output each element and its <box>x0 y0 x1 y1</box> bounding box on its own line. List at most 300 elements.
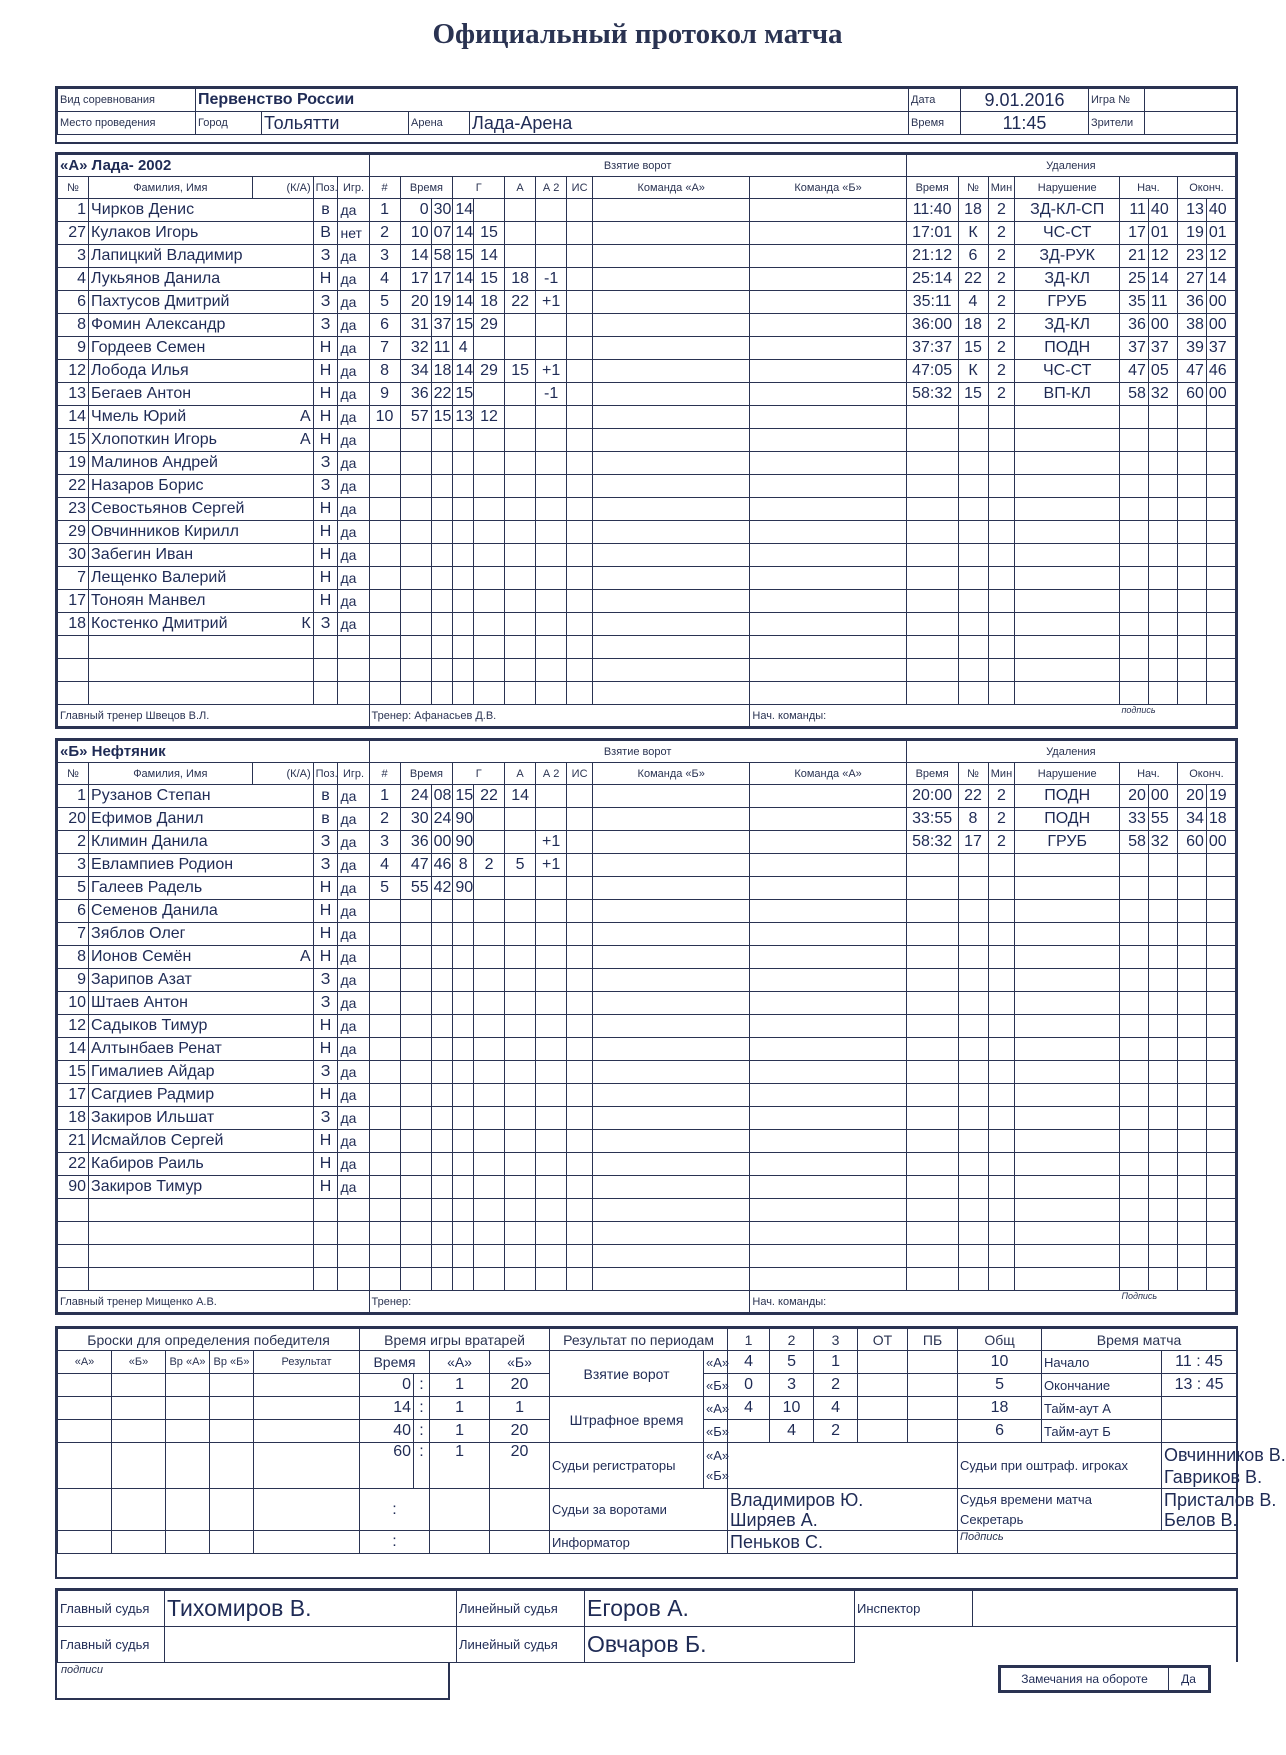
pen-end-sec: 37 <box>1206 337 1235 360</box>
pen-player: 15 <box>958 337 988 360</box>
pen-start-sec: 37 <box>1148 337 1177 360</box>
pen-sec: 40 <box>933 201 952 218</box>
player-number: 9 <box>58 337 89 360</box>
player-role <box>252 498 313 521</box>
pen-min: 20 <box>912 787 930 804</box>
timekeeper-label: Судья времени матча <box>960 1491 1092 1507</box>
player-pos: Н <box>313 900 338 923</box>
goal-judges-label: Судьи за воротами <box>550 1489 728 1531</box>
goal-min: 55 <box>400 877 431 900</box>
so-b: «Б» <box>112 1351 166 1374</box>
game-label: Игра № <box>1089 89 1145 112</box>
goal-is <box>536 808 567 831</box>
pen-end-sec: 00 <box>1206 831 1235 854</box>
player-name: Штаев Антон <box>89 992 253 1015</box>
pen-violation: ЧС-СТ <box>1015 222 1120 245</box>
col-team-right: Команда «Б» <box>750 177 906 199</box>
goal-assist-2: 5 <box>505 854 536 877</box>
goal-min: 34 <box>400 360 431 383</box>
goal-assist-1: 15 <box>474 268 505 291</box>
col-pen-start: Нач. <box>1119 763 1177 785</box>
pen-end-min: 23 <box>1177 245 1206 268</box>
player-pos: В <box>313 222 338 245</box>
pen-end-sec: 00 <box>1206 314 1235 337</box>
head-coach: Главный тренер Швецов В.Л. <box>58 705 370 727</box>
pen-player: 17 <box>958 831 988 854</box>
goal-scorer: 14 <box>453 222 474 245</box>
player-role <box>252 199 313 222</box>
pen-start-sec: 32 <box>1148 383 1177 406</box>
line-ref-label-2: Линейный судья <box>457 1627 585 1663</box>
player-role <box>252 337 313 360</box>
gk-title: Время игры вратарей <box>360 1329 550 1351</box>
goal-scorer: 4 <box>453 337 474 360</box>
player-number: 6 <box>58 900 89 923</box>
pen-start-min: 37 <box>1119 337 1148 360</box>
goal-is: +1 <box>536 360 567 383</box>
goal-is <box>536 199 567 222</box>
player-name: Закиров Тимур <box>89 1176 253 1199</box>
player-number: 15 <box>58 429 89 452</box>
pen-player: К <box>958 222 988 245</box>
so-a: «А» <box>58 1351 112 1374</box>
start-m: 45 <box>1205 1353 1223 1370</box>
gk-row-1-min: 0 <box>360 1374 414 1397</box>
shootout-title: Броски для определения победителя <box>58 1329 360 1351</box>
pen-min: 58 <box>912 385 930 402</box>
comp-label: Вид соревнования <box>58 89 196 112</box>
pen-minutes: 2 <box>988 383 1015 406</box>
pen-player: 18 <box>958 314 988 337</box>
pen-min: 25 <box>912 270 930 287</box>
player-role <box>252 831 313 854</box>
pen-violation: ЗД-КЛ-СП <box>1015 199 1120 222</box>
pen-player: 8 <box>958 808 988 831</box>
player-name: Лукьянов Данила <box>89 268 253 291</box>
player-name: Ефимов Данил <box>89 808 253 831</box>
goal-no: 7 <box>369 337 400 360</box>
goal-sec: 08 <box>431 785 453 808</box>
goal-assist-2 <box>505 831 536 854</box>
player-role <box>252 1038 313 1061</box>
pen-violation: ЗД-КЛ <box>1015 268 1120 291</box>
goal-no: 5 <box>369 291 400 314</box>
pen-violation: ПОДН <box>1015 785 1120 808</box>
goal-sec: 30 <box>431 199 453 222</box>
coach: Тренер: Афанасьев Д.В. <box>369 705 750 727</box>
goal-min: 36 <box>400 383 431 406</box>
goals-b-p1: 0 <box>728 1374 770 1397</box>
goal-judge-2: Ширяев А. <box>730 1509 818 1530</box>
player-name: Климин Данила <box>89 831 253 854</box>
player-pos: Н <box>313 498 338 521</box>
pen-min: 47 <box>912 362 930 379</box>
pen-end-min: 60 <box>1177 831 1206 854</box>
gk-row-2-a: 1 <box>430 1397 490 1420</box>
col-pen-min: Мин <box>988 177 1015 199</box>
pen-min: 58 <box>912 833 930 850</box>
pen-start-min: 58 <box>1119 383 1148 406</box>
col-pen-no: № <box>958 763 988 785</box>
goals-row-label: Взятие ворот <box>550 1351 704 1397</box>
goal-sec: 18 <box>431 360 453 383</box>
player-number: 14 <box>58 1038 89 1061</box>
player-played: да <box>338 291 369 314</box>
goal-assist-1: 15 <box>474 222 505 245</box>
goal-scorer: 90 <box>453 808 474 831</box>
goal-assist-1: 29 <box>474 314 505 337</box>
player-played: да <box>338 429 369 452</box>
player-role <box>252 1176 313 1199</box>
pen-end-min: 19 <box>1177 222 1206 245</box>
main-ref-label: Главный судья <box>58 1591 165 1627</box>
pen-sec: 00 <box>934 316 953 333</box>
player-name: Алтынбаев Ренат <box>89 1038 253 1061</box>
player-name: Хлопоткин Игорь <box>89 429 253 452</box>
timekeeper: Присталов В. <box>1164 1489 1277 1510</box>
player-role <box>252 291 313 314</box>
gk-row-4-min: 60 <box>360 1443 414 1489</box>
pen-min: 36 <box>912 316 930 333</box>
player-name: Закиров Ильшат <box>89 1107 253 1130</box>
player-pos: Н <box>313 590 338 613</box>
player-pos: в <box>313 199 338 222</box>
main-ref-1: Тихомиров В. <box>165 1591 457 1627</box>
player-name: Евлампиев Родион <box>89 854 253 877</box>
player-number: 3 <box>58 854 89 877</box>
goal-min: 31 <box>400 314 431 337</box>
col-pen-min: Мин <box>988 763 1015 785</box>
secretary-label: Секретарь <box>960 1511 1024 1527</box>
goal-sec: 42 <box>431 877 453 900</box>
penalty-judge-1: Овчинников В. <box>1164 1444 1286 1465</box>
head-coach: Главный тренер Мищенко А.В. <box>58 1291 370 1313</box>
pen-end-min: 39 <box>1177 337 1206 360</box>
p2-label: 2 <box>770 1329 814 1351</box>
player-number: 8 <box>58 946 89 969</box>
gk-b-label: «Б» <box>490 1351 550 1374</box>
goal-assist-2: 14 <box>505 785 536 808</box>
player-role <box>252 808 313 831</box>
player-number: 1 <box>58 199 89 222</box>
col-a: А <box>505 763 536 785</box>
periods-title: Результат по периодам <box>550 1329 728 1351</box>
match-time-title: Время матча <box>1042 1329 1237 1351</box>
pen-min: 21 <box>912 247 930 264</box>
goal-is <box>536 245 567 268</box>
goal-sec: 15 <box>431 406 453 429</box>
player-played: да <box>338 1015 369 1038</box>
goal-is <box>536 406 567 429</box>
pen-minutes: 2 <box>988 222 1015 245</box>
player-number: 12 <box>58 1015 89 1038</box>
ot-label: ОТ <box>858 1329 908 1351</box>
goal-assist-1 <box>474 199 505 222</box>
player-role <box>252 1061 313 1084</box>
player-played: да <box>338 406 369 429</box>
player-played: да <box>338 1038 369 1061</box>
pen-sec: 05 <box>934 362 953 379</box>
player-played: нет <box>338 222 369 245</box>
player-pos: Н <box>313 1015 338 1038</box>
signatures-box <box>55 1662 450 1700</box>
player-pos: Н <box>313 946 338 969</box>
goal-is <box>536 785 567 808</box>
goals-b-label: «Б» <box>704 1374 728 1397</box>
player-played: да <box>338 498 369 521</box>
gk-row-2-min: 14 <box>360 1397 414 1420</box>
player-played: да <box>338 785 369 808</box>
goals-b-p2: 3 <box>770 1374 814 1397</box>
signature-label: Подпись <box>1119 1291 1235 1313</box>
goal-assist-2 <box>505 877 536 900</box>
player-played: да <box>338 268 369 291</box>
pen-min: 35 <box>912 293 931 310</box>
pen-minutes: 2 <box>988 314 1015 337</box>
city: Тольятти <box>262 112 409 135</box>
player-name: Галеев Радель <box>89 877 253 900</box>
penalty-judge-2: Гавриков В. <box>1164 1466 1263 1487</box>
pen-start-sec: 14 <box>1148 268 1177 291</box>
player-number: 2 <box>58 831 89 854</box>
col-igr: Игр. <box>338 177 369 199</box>
pen-start-sec: 05 <box>1148 360 1177 383</box>
line-ref-1: Егоров А. <box>585 1591 855 1627</box>
goal-sec: 19 <box>431 291 453 314</box>
player-number: 7 <box>58 567 89 590</box>
pen-end-sec: 19 <box>1206 785 1235 808</box>
goal-scorer: 14 <box>453 360 474 383</box>
pb-label: ПБ <box>908 1329 958 1351</box>
player-name: Зарипов Азат <box>89 969 253 992</box>
penalty-judges-label: Судьи при оштраф. игроках <box>958 1443 1162 1489</box>
player-name: Зяблов Олег <box>89 923 253 946</box>
goal-assist-2 <box>505 245 536 268</box>
player-pos: З <box>313 831 338 854</box>
pen-end-sec: 00 <box>1206 291 1235 314</box>
player-played: да <box>338 1107 369 1130</box>
pen-start-min: 21 <box>1119 245 1148 268</box>
col-is: ИС <box>567 177 593 199</box>
goal-sec: 24 <box>431 808 453 831</box>
pim-a-p1: 4 <box>728 1397 770 1420</box>
pen-start-min: 17 <box>1119 222 1148 245</box>
player-role <box>252 567 313 590</box>
player-played: да <box>338 808 369 831</box>
player-pos: Н <box>313 360 338 383</box>
line-ref-2: Овчаров Б. <box>585 1627 855 1663</box>
player-pos: З <box>313 992 338 1015</box>
pen-minutes: 2 <box>988 808 1015 831</box>
col-pen-end: Оконч. <box>1177 177 1235 199</box>
player-number: 18 <box>58 613 89 636</box>
pen-start-min: 36 <box>1119 314 1148 337</box>
player-number: 13 <box>58 383 89 406</box>
col-hash: # <box>369 763 400 785</box>
player-pos: Н <box>313 877 338 900</box>
player-pos: Н <box>313 1176 338 1199</box>
time-label: Время <box>909 112 961 135</box>
player-played: да <box>338 969 369 992</box>
goal-scorer: 15 <box>453 314 474 337</box>
pen-min: 17 <box>912 224 930 241</box>
player-played: да <box>338 877 369 900</box>
team-a-block: «А» Лада- 2002 Взятие ворот Удаления № Фамилия, Имя (К/А) Поз. Игр. # Время Г А А 2 ИС Команда «А» Команда «Б» Время № Мин Нарушение Нач. Оконч. 1 Чирков Денис в да 1 0 30 14 11:40 18 2 ЗД-КЛ-СП 11 40 13 40 27 Кулаков Игорь В нет 2 10 07 14 15 17:01 К 2 ЧС-СТ 17 01 19 01 3 Лапицкий Владимир З да 3 14 58 15 14 21:12 6 2 ЗД-РУК 21 12 23 12 4 Лукьянов Данила Н да 4 17 17 14 15 18 -1 25:14 22 2 ЗД-КЛ 25 14 27 14 6 Пахтусов Дмитрий З да 5 20 19 14 18 22 +1 35:11 4 2 ГРУБ 35 11 36 00 8 Фомин Александр З да 6 31 37 15 29 36:00 18 2 ЗД-КЛ 36 00 38 00 9 Гордеев Семен Н да 7 32 11 4 37:37 15 2 ПОДН 37 37 39 37 12 Лобода Илья Н да 8 34 18 14 29 15 +1 47:05 К 2 ЧС-СТ 47 05 47 46 13 Бегаев Антон Н да 9 36 22 15 -1 58:32 15 2 ВП-КЛ 58 32 60 00 14 Чмель Юрий А Н да 10 57 15 13 12 15 Хлопоткин Игорь А Н да 19 Малинов Андрей З да 22 Назаров Борис З да 23 Севостьянов Сергей Н да 29 Овчинников Кирилл Н да 30 Забегин Иван Н да 7 Лещенко Валерий Н да 17 Тоноян Манвел Н да 18 Костенко Дмитрий К З да Главный тренер Швецов В.Л. Тренер: Афанасьев Д.В. Нач. команды: подпись <box>55 152 1238 729</box>
player-played: да <box>338 854 369 877</box>
pen-start-min: 25 <box>1119 268 1148 291</box>
player-pos: Н <box>313 521 338 544</box>
goal-assist-2: 18 <box>505 268 536 291</box>
col-team-left: Команда «Б» <box>593 763 750 785</box>
player-played: да <box>338 245 369 268</box>
pen-violation: ЧС-СТ <box>1015 360 1120 383</box>
player-number: 12 <box>58 360 89 383</box>
pen-min: 11 <box>912 201 930 218</box>
goal-is: -1 <box>536 268 567 291</box>
goal-assist-1: 22 <box>474 785 505 808</box>
gk-row-3-min: 40 <box>360 1420 414 1443</box>
remarks-label: Замечания на обороте <box>1001 1668 1169 1691</box>
player-played: да <box>338 521 369 544</box>
goal-scorer: 15 <box>453 383 474 406</box>
player-pos: Н <box>313 923 338 946</box>
player-number: 1 <box>58 785 89 808</box>
team-manager: Нач. команды: <box>750 1291 1120 1313</box>
player-role <box>252 1107 313 1130</box>
pen-player: 22 <box>958 785 988 808</box>
player-number: 15 <box>58 1061 89 1084</box>
player-name: Севостьянов Сергей <box>89 498 253 521</box>
goal-assist-1 <box>474 808 505 831</box>
player-number: 30 <box>58 544 89 567</box>
goal-assist-1 <box>474 877 505 900</box>
player-role <box>252 969 313 992</box>
player-pos: Н <box>313 406 338 429</box>
player-pos: Н <box>313 268 338 291</box>
pen-player: 15 <box>958 383 988 406</box>
goal-assist-1: 29 <box>474 360 505 383</box>
player-name: Рузанов Степан <box>89 785 253 808</box>
pen-minutes: 2 <box>988 785 1015 808</box>
player-pos: З <box>313 291 338 314</box>
coach: Тренер: <box>369 1291 750 1313</box>
pen-minutes: 2 <box>988 337 1015 360</box>
goal-scorer: 90 <box>453 831 474 854</box>
pen-end-sec: 01 <box>1206 222 1235 245</box>
goal-scorer: 15 <box>453 785 474 808</box>
player-number: 90 <box>58 1176 89 1199</box>
goal-min: 30 <box>400 808 431 831</box>
referees-block <box>55 1588 1238 1662</box>
col-pen-start: Нач. <box>1119 177 1177 199</box>
arena-label: Арена <box>409 112 470 135</box>
goal-no: 3 <box>369 245 400 268</box>
col-pen-time: Время <box>906 763 958 785</box>
player-name: Пахтусов Дмитрий <box>89 291 253 314</box>
pen-end-min: 34 <box>1177 808 1206 831</box>
player-played: да <box>338 475 369 498</box>
goal-assist-2 <box>505 314 536 337</box>
date: 9.01.2016 <box>961 89 1089 112</box>
so-result: Результат <box>254 1351 360 1374</box>
player-number: 19 <box>58 452 89 475</box>
player-played: да <box>338 199 369 222</box>
signature-label: подпись <box>1119 705 1235 727</box>
goal-min: 32 <box>400 337 431 360</box>
goal-assist-1 <box>474 383 505 406</box>
pen-start-sec: 12 <box>1148 245 1177 268</box>
pim-a-p3: 4 <box>814 1397 858 1420</box>
gk-row-3-a: 1 <box>430 1420 490 1443</box>
col-igr: Игр. <box>338 763 369 785</box>
player-played: да <box>338 337 369 360</box>
player-played: да <box>338 1176 369 1199</box>
goal-no: 2 <box>369 222 400 245</box>
goal-min: 17 <box>400 268 431 291</box>
pim-row-label: Штрафное время <box>550 1397 704 1443</box>
player-role <box>252 923 313 946</box>
goal-scorer: 15 <box>453 245 474 268</box>
pen-violation: ВП-КЛ <box>1015 383 1120 406</box>
player-played: да <box>338 567 369 590</box>
player-name: Фомин Александр <box>89 314 253 337</box>
goals-a-p2: 5 <box>770 1351 814 1374</box>
player-name: Тоноян Манвел <box>89 590 253 613</box>
goal-sec: 00 <box>431 831 453 854</box>
player-role <box>252 1130 313 1153</box>
player-number: 18 <box>58 1107 89 1130</box>
gk-time-label: Время <box>360 1351 430 1374</box>
goal-no: 10 <box>369 406 400 429</box>
col-name: Фамилия, Имя <box>89 177 253 199</box>
pen-violation: ПОДН <box>1015 337 1120 360</box>
player-name: Садыков Тимур <box>89 1015 253 1038</box>
pim-b-p3: 2 <box>814 1420 858 1443</box>
pen-end-sec: 12 <box>1206 245 1235 268</box>
gk-row-4-a: 1 <box>430 1443 490 1489</box>
player-pos: З <box>313 613 338 636</box>
player-role <box>252 1084 313 1107</box>
player-name: Забегин Иван <box>89 544 253 567</box>
signatures-label: подписи <box>61 1664 104 1676</box>
goal-is <box>536 314 567 337</box>
summary-block: Броски для определения победителя Время игры вратарей Результат по периодам 1 2 3 ОТ ПБ Общ Время матча «А» «Б» Вр «А» Вр «Б» Результат Время «А» «Б» Взятие ворот «А» 4 5 1 10 Начало 11 : 45 0 : 1 20 «Б» 0 3 2 5 Окончание 13 : 45 14 : 1 1 Штрафное время «А» 4 10 4 18 Тайм-аут А 40 : 1 20 «Б» 4 2 6 Тайм-аут Б 60 : 1 20 Судьи регистраторы «А» «Б» Судьи при оштраф. игроках Овчинников В. Гавриков В. : Судьи за воротами Владимиров Ю. Ширяев А. Судья времени матча Секретарь Присталов В. Белов В. : Информатор Пеньков С. Подпись <box>55 1326 1238 1579</box>
player-name: Семенов Данила <box>89 900 253 923</box>
pen-start-sec: 55 <box>1148 808 1177 831</box>
player-pos: в <box>313 785 338 808</box>
pen-sec: 55 <box>934 810 953 827</box>
goal-is <box>536 222 567 245</box>
col-violation: Нарушение <box>1015 177 1120 199</box>
match-header <box>55 86 1238 144</box>
place-label: Место проведения <box>58 112 196 135</box>
player-number: 7 <box>58 923 89 946</box>
goal-sec: 17 <box>431 268 453 291</box>
player-played: да <box>338 1061 369 1084</box>
player-played: да <box>338 1084 369 1107</box>
pen-sec: 14 <box>934 270 953 287</box>
goal-assist-2: 15 <box>505 360 536 383</box>
pen-start-sec: 01 <box>1148 222 1177 245</box>
timeout-b-label: Тайм-аут Б <box>1042 1420 1162 1443</box>
player-pos: Н <box>313 1153 338 1176</box>
player-played: да <box>338 544 369 567</box>
goal-scorer: 90 <box>453 877 474 900</box>
pen-end-sec: 18 <box>1206 808 1235 831</box>
col-time: Время <box>400 177 453 199</box>
player-role: К <box>252 613 313 636</box>
goal-assist-1: 14 <box>474 245 505 268</box>
